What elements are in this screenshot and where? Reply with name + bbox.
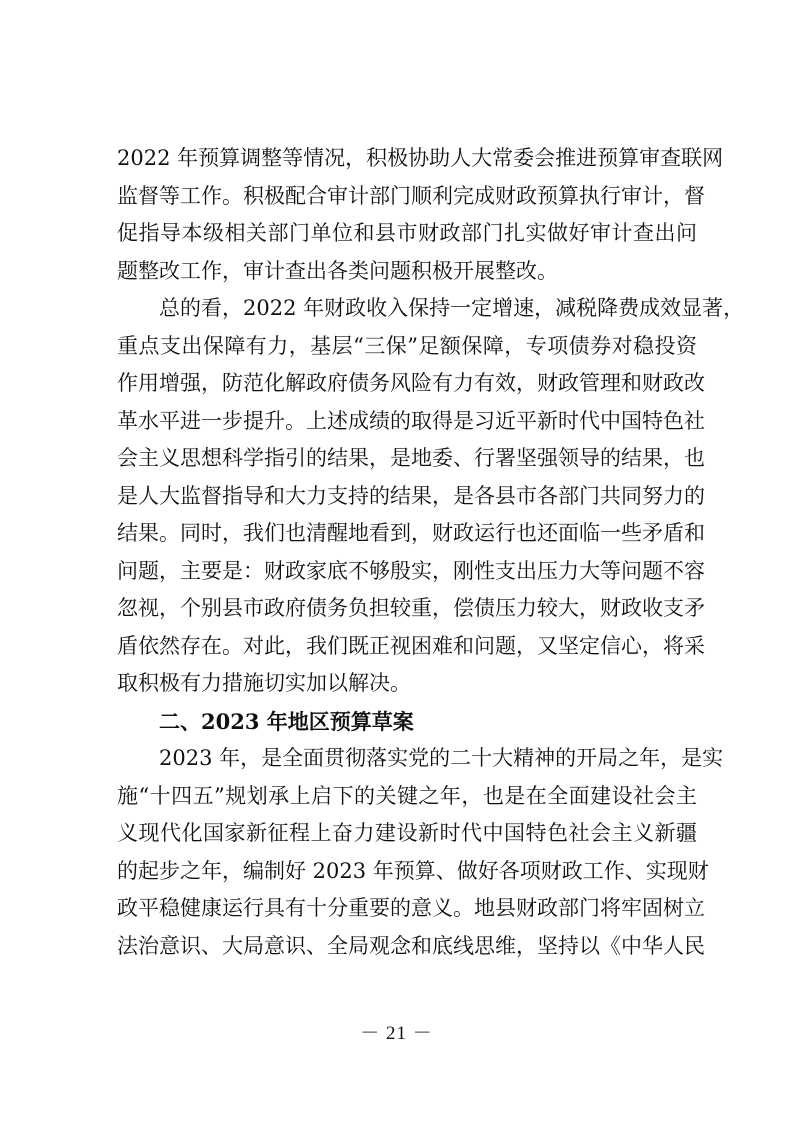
text-line: 2022 年预算调整等情况，积极协助人大常委会推进预算审查联网 bbox=[117, 146, 724, 170]
text-line: 是人大监督指导和大力支持的结果，是各县市各部门共同努力的 bbox=[117, 483, 705, 508]
text-line: 结果。同时，我们也清醒地看到，财政运行也还面临一些矛盾和 bbox=[117, 521, 705, 545]
text-line: 总的看，2022 年财政收入保持一定增速，减税降费成效显著， bbox=[159, 296, 745, 320]
text-line: 题整改工作，审计查出各类问题积极开展整改。 bbox=[117, 258, 558, 283]
text-line: 革水平进一步提升。上述成绩的取得是习近平新时代中国特色社 bbox=[117, 408, 705, 433]
paragraph-2023-budget bbox=[117, 740, 724, 965]
text-line: 重点支出保障有力，基层“三保”足额保障，专项债券对稳投资 bbox=[117, 333, 697, 358]
text-line: 盾依然存在。对此，我们既正视困难和问题，又坚定信心，将采 bbox=[117, 633, 705, 658]
text-line: 的起步之年，编制好 2023 年预算、做好各项财政工作、实现财 bbox=[117, 858, 709, 883]
text-line: 施“十四五”规划承上启下的关键之年，也是在全面建设社会主 bbox=[117, 783, 697, 808]
section-heading: 二、2023 年地区预算草案 bbox=[159, 708, 414, 734]
text-line: 义现代化国家新征程上奋力建设新时代中国特色社会主义新疆 bbox=[117, 821, 697, 845]
text-line: 促指导本级相关部门单位和县市财政部门扎实做好审计查出问 bbox=[117, 221, 697, 245]
page-number: － 21 － bbox=[360, 1023, 433, 1044]
text-line: 忽视，个别县市政府债务负担较重，偿债压力较大，财政收支矛 bbox=[117, 596, 705, 620]
text-line: 监督等工作。积极配合审计部门顺利完成财政预算执行审计，督 bbox=[117, 183, 705, 208]
paragraph-budget-supervision bbox=[117, 140, 724, 290]
text-line: 作用增强，防范化解政府债务风险有力有效，财政管理和财政改 bbox=[117, 371, 705, 395]
text-line: 问题，主要是：财政家底不够殷实，刚性支出压力大等问题不容 bbox=[117, 558, 705, 583]
text-line: 政平稳健康运行具有十分重要的意义。地县财政部门将牢固树立 bbox=[117, 896, 705, 920]
text-line: 取积极有力措施切实加以解决。 bbox=[117, 671, 411, 695]
text-line: 会主义思想科学指引的结果，是地委、行署坚强领导的结果，也 bbox=[117, 446, 705, 470]
body-text bbox=[117, 140, 745, 965]
text-line: 法治意识、大局意识、全局观念和底线思维，坚持以《中华人民 bbox=[117, 933, 705, 958]
text-line: 2023 年，是全面贯彻落实党的二十大精神的开局之年，是实 bbox=[159, 746, 724, 770]
paragraph-summary-2022 bbox=[117, 290, 745, 703]
